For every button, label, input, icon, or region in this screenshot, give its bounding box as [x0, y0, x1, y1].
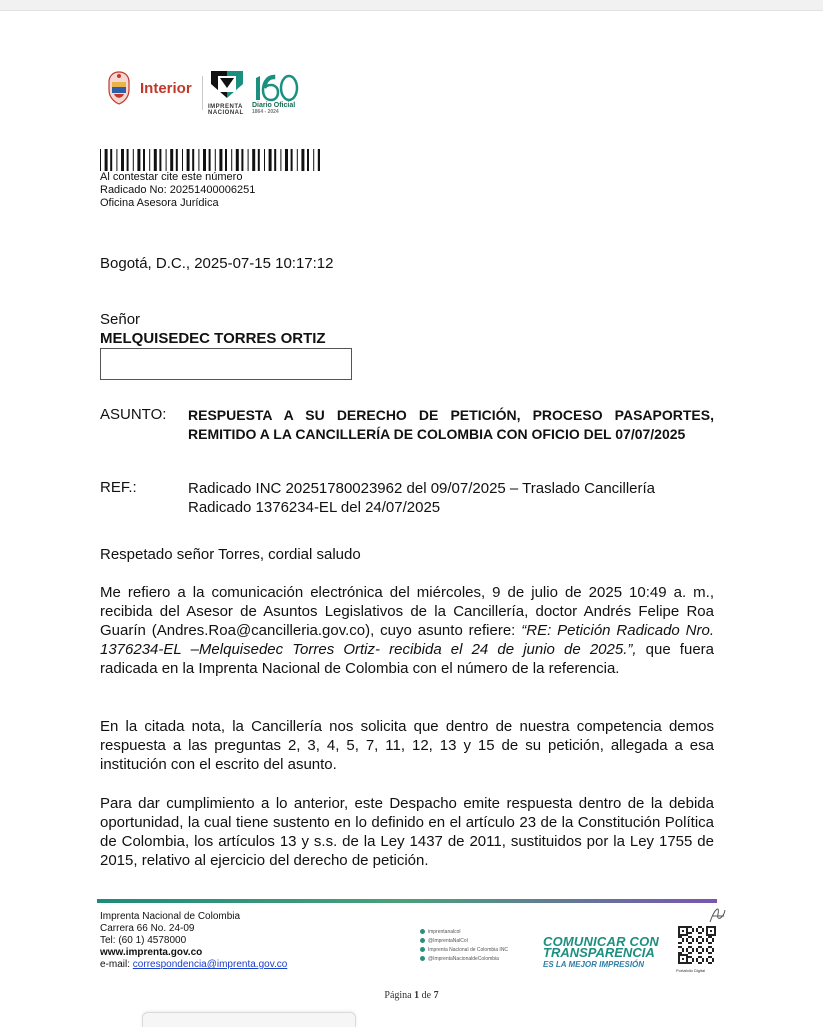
- ref-line-2: Radicado 1376234-EL del 24/07/2025: [188, 499, 441, 516]
- recipient-salutation: Señor: [100, 311, 141, 328]
- radicado-barcode: [100, 149, 320, 171]
- qr-label: Portafolio Digital: [676, 968, 706, 973]
- linkedin-icon: [420, 947, 425, 952]
- social-item[interactable]: Imprenta Nacional de Colombia INC: [420, 946, 508, 955]
- cite-block: [100, 171, 255, 210]
- cite-instruction: Al contestar cite este número: [100, 171, 243, 183]
- footer-tel: Tel: (60 1) 4578000: [100, 935, 187, 946]
- paragraph-1: Me refiero a la comunicación electrónica del miércoles, 9 de julio de 2025 10:49 a. m., recibida del Asesor de Asuntos Legislativos de la Cancillería, doctor Andrés Felipe Roa Guarín (Andres.Roa@cancilleria.gov.co), cuyo asunto refiere: “RE: Petición Radicado Nro. 1376234-EL –Melquisedec Torres Ortiz- recibida el 24 de junio de 2025.”, que fuera radicada en la Imprenta Nacional de Colombia con el número de la referencia.: [100, 584, 714, 677]
- colombia-coat-of-arms-icon: [104, 70, 134, 106]
- signature-mark-icon: [706, 900, 728, 926]
- footer-org: Imprenta Nacional de Colombia: [100, 911, 241, 922]
- facebook-icon: [420, 956, 425, 961]
- slogan-line-3: ES LA MEJOR IMPRESIÓN: [543, 960, 645, 969]
- paragraph-2: En la citada nota, la Cancillería nos solicita que dentro de nuestra competencia demos respuesta a las preguntas 2, 3, 4, 5, 7, 11, 12, 13 y 15 de su petición, allegada a esa institución con el escrito del asunto.: [100, 718, 714, 773]
- instagram-icon: [420, 929, 425, 934]
- asunto-text: RESPUESTA A SU DERECHO DE PETICIÓN, PROCESO PASAPORTES, REMITIDO A LA CANCILLERÍA DE COLOMBIA CON OFICIO DEL 07/07/2025: [188, 407, 714, 442]
- imprenta-nacional-wordmark: IMPRENTA NACIONAL: [208, 104, 244, 116]
- asunto-label: ASUNTO:: [100, 406, 167, 423]
- slogan-line-2: TRANSPARENCIA: [543, 945, 655, 960]
- ref-label: REF.:: [100, 479, 137, 496]
- ref-line-1: Radicado INC 20251780023962 del 09/07/2025 – Traslado Cancillería: [188, 480, 655, 497]
- twitter-icon: [420, 938, 425, 943]
- footer-email-line: e-mail: correspondencia@imprenta.gov.co: [100, 959, 288, 970]
- footer-contact: [100, 911, 287, 971]
- paragraph-3: Para dar cumplimiento a lo anterior, este Despacho emite respuesta dentro de la debida oportunidad, la cual tiene sustento en lo definido en el artículo 23 de la Constitución Política de Colombia, los artículos 13 y s.s. de la Ley 1437 de 2011, sustituidos por la Ley 1755 de 2015, relativo al ejercicio del derecho de petición.: [100, 795, 714, 869]
- footer-email-link[interactable]: correspondencia@imprenta.gov.co: [132, 959, 288, 970]
- viewer-top-bar: [0, 0, 823, 11]
- qr-code-icon[interactable]: [678, 926, 716, 964]
- social-links: [420, 928, 508, 964]
- quoted-subject: “RE: Petición Radicado Nro. 1376234-EL –Melquisedec Torres Ortiz- recibida el 24 de junio de 2025.”,: [100, 622, 714, 658]
- social-item[interactable]: imprentanalcol: [420, 928, 508, 937]
- social-item[interactable]: @ImprentaNalCol: [420, 937, 508, 946]
- diario-oficial-wordmark: Diario Oficial 1864 - 2024: [252, 102, 296, 115]
- footer-website[interactable]: www.imprenta.gov.co: [100, 947, 203, 958]
- slogan-line-1: COMUNICAR CON: [543, 934, 659, 949]
- ministerio-interior-logo: [104, 70, 192, 106]
- footer-address: Carrera 66 No. 24-09: [100, 923, 195, 934]
- radicado-number: Radicado No: 20251400006251: [100, 184, 256, 196]
- social-item[interactable]: @ImprentaNacionaldeColombia: [420, 955, 508, 964]
- redacted-address-box: [100, 348, 352, 380]
- page-number: Página 1 de 7: [384, 990, 439, 1001]
- issuing-office: Oficina Asesora Jurídica: [100, 197, 219, 209]
- ministry-name: Interior: [140, 79, 192, 97]
- greeting: Respetado señor Torres, cordial saludo: [100, 546, 361, 563]
- ref-text: [188, 479, 714, 517]
- logo-divider: [202, 76, 203, 110]
- recipient-name: MELQUISEDEC TORRES ORTIZ: [100, 330, 326, 347]
- place-and-date: Bogotá, D.C., 2025-07-15 10:17:12: [100, 255, 334, 272]
- viewer-bottom-tab[interactable]: [142, 1012, 356, 1027]
- footer-rule: [97, 899, 717, 903]
